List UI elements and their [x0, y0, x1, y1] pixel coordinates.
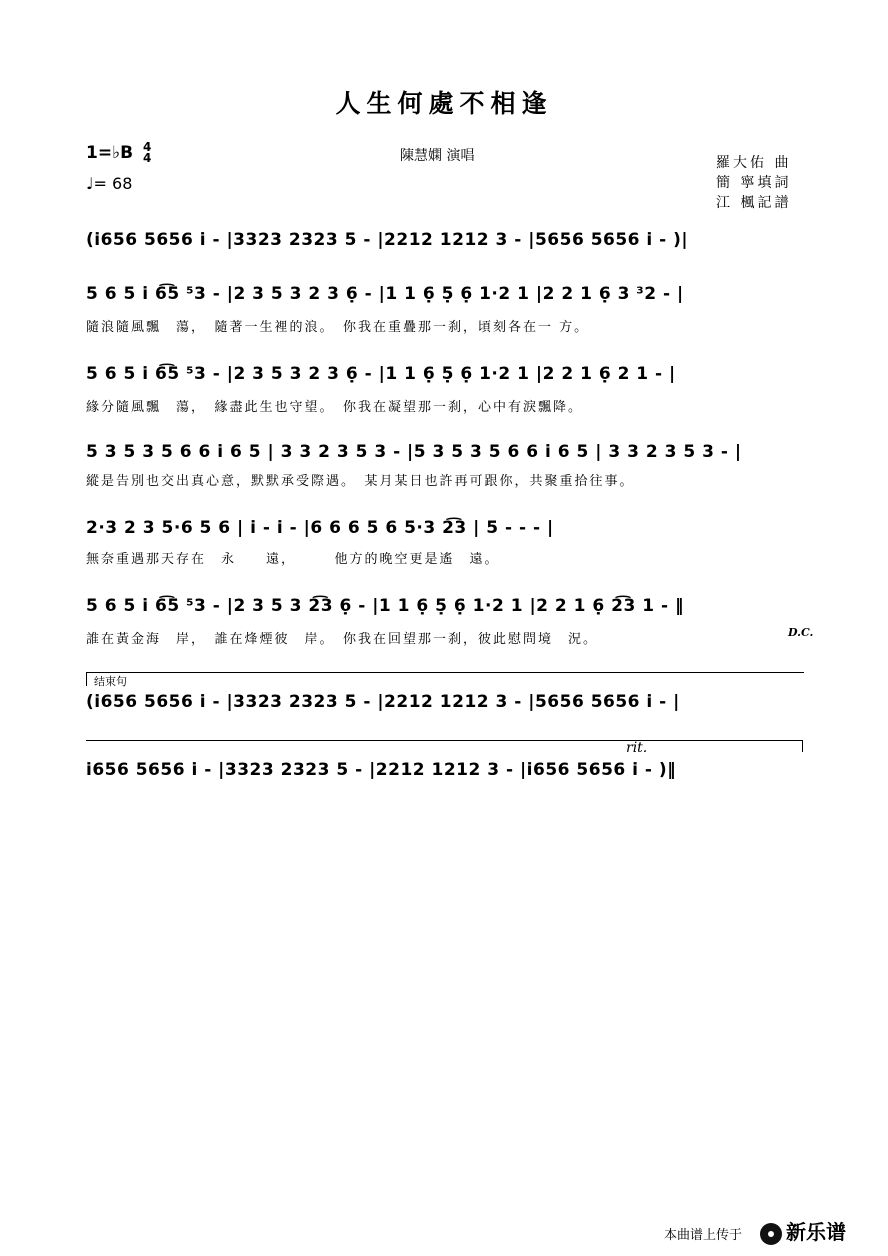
staff-line-8-notes: i̇656 5656 i̇ - |3323 2323 5 - |2212 1212 3 - |i̇656 5656 i̇ - )‖ [86, 760, 677, 780]
staff-line-2-lyrics: 隨浪隨風飄 蕩， 隨著一生裡的浪。 你我在重疊那一刹，頃刻各在一 方。 [86, 320, 590, 335]
dc-marking: D.C. [788, 626, 814, 639]
staff-line-5-lyrics: 無奈重遇那天存在 永 遠， 他方的晚空更是遙 遠。 [86, 552, 500, 567]
ending-bracket-left [86, 672, 87, 686]
ending-bracket-2-right [802, 740, 803, 752]
lyricist-credit: 簡 寧填詞 [716, 175, 792, 191]
staff-line-5-notes: 2·3 2 3 5·6 5 6 | i̇ - i̇ - |6 6 6 5 6 5·3 2͡3 | 5 - - - | [86, 518, 554, 538]
staff-line-4-lyrics: 縱是告別也交出真心意，默默承受際遇。 某月某日也許再可跟你，共聚重拾往事。 [86, 474, 635, 489]
time-sig-top: 4 [142, 140, 152, 154]
page-title: 人生何處不相逢 [335, 89, 553, 118]
staff-line-7-notes: (i̇656 5656 i̇ - |3323 2323 5 - |2212 1212 3 - |5656 5656 i̇ - | [86, 692, 680, 712]
ending-bracket-top [86, 672, 804, 673]
staff-line-3-lyrics: 緣分隨風飄 蕩， 緣盡此生也守望。 你我在凝望那一刹，心中有淚飄降。 [86, 400, 584, 415]
record-disc-icon [760, 1223, 782, 1245]
staff-line-1-notes: (i̇656 5656 i̇ - |3323 2323 5 - |2212 1212 3 - |5656 5656 i̇ - )| [86, 230, 689, 250]
staff-line-3-notes: 5 6 5 i̇ 6͡5 ⁵3 - |2 3 5 3 2 3 6̣ - |1 1 6̣ 5̣ 6̣ 1·2 1 |2 2 1 6̣ 2 1 - | [86, 364, 676, 384]
ritardando-marking: rit. [626, 740, 648, 756]
tempo-marking: ♩= 68 [86, 174, 133, 193]
key-signature [86, 142, 151, 164]
staff-line-2-notes: 5 6 5 i̇ 6͡5 ⁵3 - |2 3 5 3 2 3 6̣ - |1 1 6̣ 5̣ 6̣ 1·2 1 |2 2 1 6̣ 3 ³2 - | [86, 284, 684, 304]
time-signature [143, 142, 151, 164]
staff-line-6-lyrics: 誰在黃金海 岸， 誰在烽煙彼 岸。 你我在回望那一刹，彼此慰問境 況。 [86, 632, 599, 647]
key-label: 1=♭B [86, 143, 134, 163]
site-logo-text: 新乐谱 [786, 1220, 846, 1244]
ending-label: 结束句 [94, 675, 127, 688]
staff-line-6-notes: 5 6 5 i̇ 6͡5 ⁵3 - |2 3 5 3 2͡3 6̣ - |1 1 6̣ 5̣ 6̣ 1·2 1 |2 2 1 6̣ 2͡3 1 - ‖ [86, 596, 684, 616]
composer-credit: 羅大佑 曲 [716, 155, 792, 171]
singer-credit: 陳慧嫻 演唱 [400, 148, 475, 164]
transcriber-credit: 江 楓記譜 [716, 195, 792, 211]
time-sig-bottom: 4 [142, 151, 152, 165]
footer-text: 本曲谱上传于 [664, 1228, 743, 1243]
site-logo[interactable] [760, 1216, 846, 1245]
ending-bracket-2-top [86, 740, 802, 741]
staff-line-4-notes: 5 3 5 3 5 6 6 i̇ 6 5 | 3 3 2 3 5 3 - |5 3 5 3 5 6 6 i̇ 6 5 | 3 3 2 3 5 3 - | [86, 442, 742, 462]
